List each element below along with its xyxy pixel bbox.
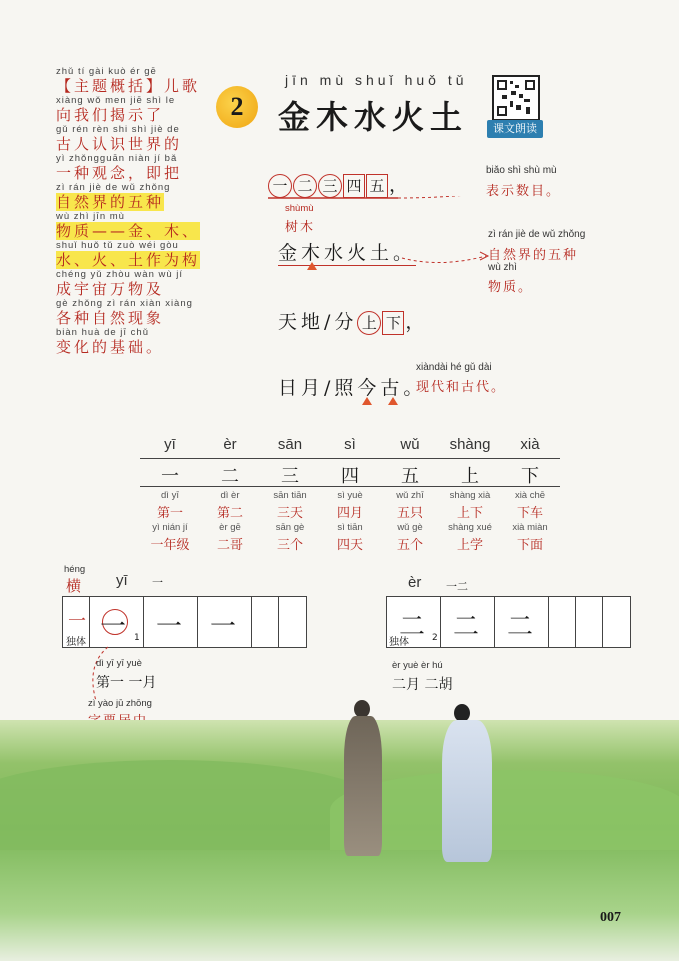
word-pinyin: xià miàn — [512, 522, 548, 533]
note3-pinyin: xiàndài hé gǔ dài — [416, 362, 492, 373]
qr-code-icon[interactable] — [492, 75, 540, 121]
word-pinyin: shàng xué — [448, 522, 492, 533]
word: 上下 — [456, 506, 483, 521]
char-cell: 上 — [461, 466, 479, 487]
summary-text: 一种观念，即把 — [56, 164, 183, 182]
grid-cell — [279, 597, 306, 647]
char-pinyin: sì — [344, 436, 356, 453]
summary-pinyin: zhǔ tí gài kuò ér gē — [56, 66, 157, 77]
lesson-number-badge: 2 — [216, 86, 258, 128]
note-ancient-modern: 现代和古代。 — [416, 380, 507, 395]
heng-stroke: 一 — [68, 611, 86, 632]
word-pinyin: èr gē — [219, 522, 241, 533]
stroke-order-small: 一 — [152, 576, 163, 589]
grid-cell — [198, 597, 252, 647]
stroke-name-heng: 横 — [66, 577, 82, 595]
summary-text: 成宇宙万物及 — [56, 280, 165, 298]
marker-triangle — [307, 262, 317, 270]
summary-text: 各种自然现象 — [56, 309, 165, 327]
word: 上学 — [456, 538, 483, 553]
word-pinyin: sān gè — [275, 522, 305, 533]
verse-line-2: 金木水火土。 — [278, 238, 416, 266]
verse-line-3 — [278, 307, 428, 335]
summary-text: 【主题概括】儿歌 — [56, 77, 201, 95]
boxed-char: 下 — [382, 311, 404, 335]
er-words: 二月 二胡 — [392, 677, 453, 693]
heng-pinyin: héng — [64, 564, 86, 575]
stroke-count: 1 — [134, 633, 140, 643]
grid-cell — [603, 597, 630, 647]
word-pinyin: sì tiān — [337, 522, 363, 533]
note2-pinyin: zì rán jiè de wǔ zhǒng — [488, 229, 586, 240]
duti-label: 独体 — [389, 637, 409, 648]
page-number: 007 — [600, 910, 621, 925]
word-pinyin: dì èr — [220, 490, 240, 501]
word: 三天 — [276, 506, 303, 521]
summary-pinyin: gǔ rén rèn shi shì jiè de — [56, 124, 180, 135]
summary-text: 变化的基础。 — [56, 338, 165, 356]
summary-pinyin: zì rán jiè de wǔ zhǒng — [56, 182, 171, 193]
lesson-title: 金木水火土 — [278, 98, 469, 136]
summary-text: 自然界的五种 — [56, 193, 165, 211]
char-pinyin: shàng — [449, 436, 491, 453]
yi-char: 一 — [210, 612, 237, 642]
boxed-char: 四 — [343, 174, 365, 198]
summary-pinyin: yì zhǒngguān niàn jí bǎ — [56, 153, 178, 164]
word-pinyin: sān tiān — [273, 490, 307, 501]
word: 二哥 — [216, 538, 243, 553]
word-pinyin: sì yuè — [337, 490, 363, 501]
summary-pinyin: xiàng wǒ men jiē shì le — [56, 95, 176, 106]
word: 四天 — [336, 538, 363, 553]
grid-cell — [495, 597, 549, 647]
verse-line-4: 日月/照今古。 — [278, 377, 427, 399]
circled-char: 三 — [318, 174, 342, 198]
audio-reading-label[interactable]: 课文朗读 — [487, 120, 543, 138]
word: 一年级 — [150, 538, 190, 553]
summary-pinyin: shuǐ huǒ tǔ zuò wéi gòu — [56, 240, 179, 251]
word: 下车 — [516, 506, 543, 521]
summary-text: 物质——金、木、 — [56, 222, 201, 240]
hill — [0, 760, 380, 850]
circled-char: 二 — [293, 174, 317, 198]
grid-cell — [66, 597, 144, 648]
er-char: 二 — [399, 612, 426, 642]
scholar-figure-right — [438, 704, 496, 864]
er-pinyin: èr — [408, 574, 422, 591]
summary-pinyin: wù zhì jīn mù — [56, 211, 125, 222]
char-pinyin: èr — [223, 436, 237, 453]
writing-grid-er — [386, 596, 631, 648]
grid-cell — [144, 597, 198, 647]
grid-cell — [441, 597, 495, 647]
char-cell: 三 — [281, 466, 299, 487]
summary-text: 向我们揭示了 — [56, 106, 165, 124]
word: 第一 — [156, 506, 183, 521]
word: 五个 — [396, 538, 423, 553]
yi-words-pinyin: dì yī yī yuè — [96, 658, 142, 669]
word: 第二 — [216, 506, 243, 521]
tip-pinyin: zì yào jū zhōng — [88, 698, 152, 709]
title-pinyin: jīn mù shuǐ huǒ tǔ — [285, 72, 468, 88]
grid-cell — [576, 597, 603, 647]
note-shumu: 树木 — [285, 220, 316, 235]
word-pinyin: xià chē — [514, 490, 546, 501]
word-pinyin: shàng xià — [449, 490, 491, 501]
summary-text: 水、火、土作为构 — [56, 251, 201, 269]
verse-text: 天地/分 — [278, 311, 358, 333]
grid-cell — [252, 597, 279, 647]
er-words-pinyin: èr yuè èr hú — [392, 660, 443, 671]
character-table — [140, 430, 560, 560]
char-cell: 二 — [221, 466, 239, 487]
note-numbers: 表示数目。 — [486, 184, 562, 199]
writing-grid-yi — [62, 596, 307, 648]
note2b-pinyin: wù zhì — [488, 262, 517, 273]
summary-pinyin: chéng yǔ zhòu wàn wù jí — [56, 269, 184, 280]
stroke-order-small: 一二 — [446, 580, 468, 593]
yi-words: 第一 一月 — [96, 675, 157, 691]
word-pinyin: wǔ gè — [397, 522, 423, 533]
char-cell: 下 — [521, 466, 539, 487]
yi-char: 一 — [100, 612, 127, 642]
duti-label: 独体 — [66, 637, 86, 648]
char-cell: 五 — [401, 466, 419, 487]
char-pinyin: yī — [164, 436, 176, 453]
marker-triangle — [362, 397, 372, 405]
char-pinyin: wǔ — [400, 436, 420, 453]
boxed-char: 五 — [366, 174, 388, 198]
er-char: 二 — [507, 612, 534, 642]
summary-text: 古人认识世界的 — [56, 135, 183, 153]
note-arrow-2 — [400, 248, 490, 268]
char-pinyin: sān — [277, 436, 303, 453]
char-cell: 四 — [341, 466, 359, 487]
note-five-elements: 自然界的五种 — [488, 248, 579, 263]
circled-char: 一 — [268, 174, 292, 198]
yi-char: 一 — [156, 612, 183, 642]
grid-cell — [549, 597, 576, 647]
er-char: 二 — [453, 612, 480, 642]
grid-cell — [387, 597, 441, 647]
word-pinyin: wǔ zhī — [396, 490, 424, 501]
summary-pinyin: gè zhǒng zì rán xiàn xiàng — [56, 298, 193, 309]
shumu-pinyin: shùmù — [285, 203, 314, 214]
verse-punct: ， — [389, 174, 413, 196]
circled-char: 上 — [357, 311, 381, 335]
char-cell: 一 — [161, 466, 179, 487]
summary-pinyin: biàn huà de jī chǔ — [56, 327, 150, 338]
char-pinyin: xià — [520, 436, 540, 453]
verse-punct: ， — [405, 311, 429, 333]
stroke-count: 2 — [432, 633, 438, 643]
note-matter: 物质。 — [488, 280, 534, 295]
note1-pinyin: biǎo shì shù mù — [486, 165, 557, 176]
word: 五只 — [396, 506, 423, 521]
marker-triangle — [388, 397, 398, 405]
word-pinyin: yì nián jí — [152, 522, 188, 533]
word-pinyin: dì yī — [161, 490, 179, 501]
word: 三个 — [276, 538, 303, 553]
word: 四月 — [336, 506, 363, 521]
scholar-figure-left — [340, 700, 390, 860]
verse-line-1 — [268, 170, 412, 198]
word: 下面 — [516, 538, 543, 553]
yi-pinyin: yī — [116, 572, 128, 589]
